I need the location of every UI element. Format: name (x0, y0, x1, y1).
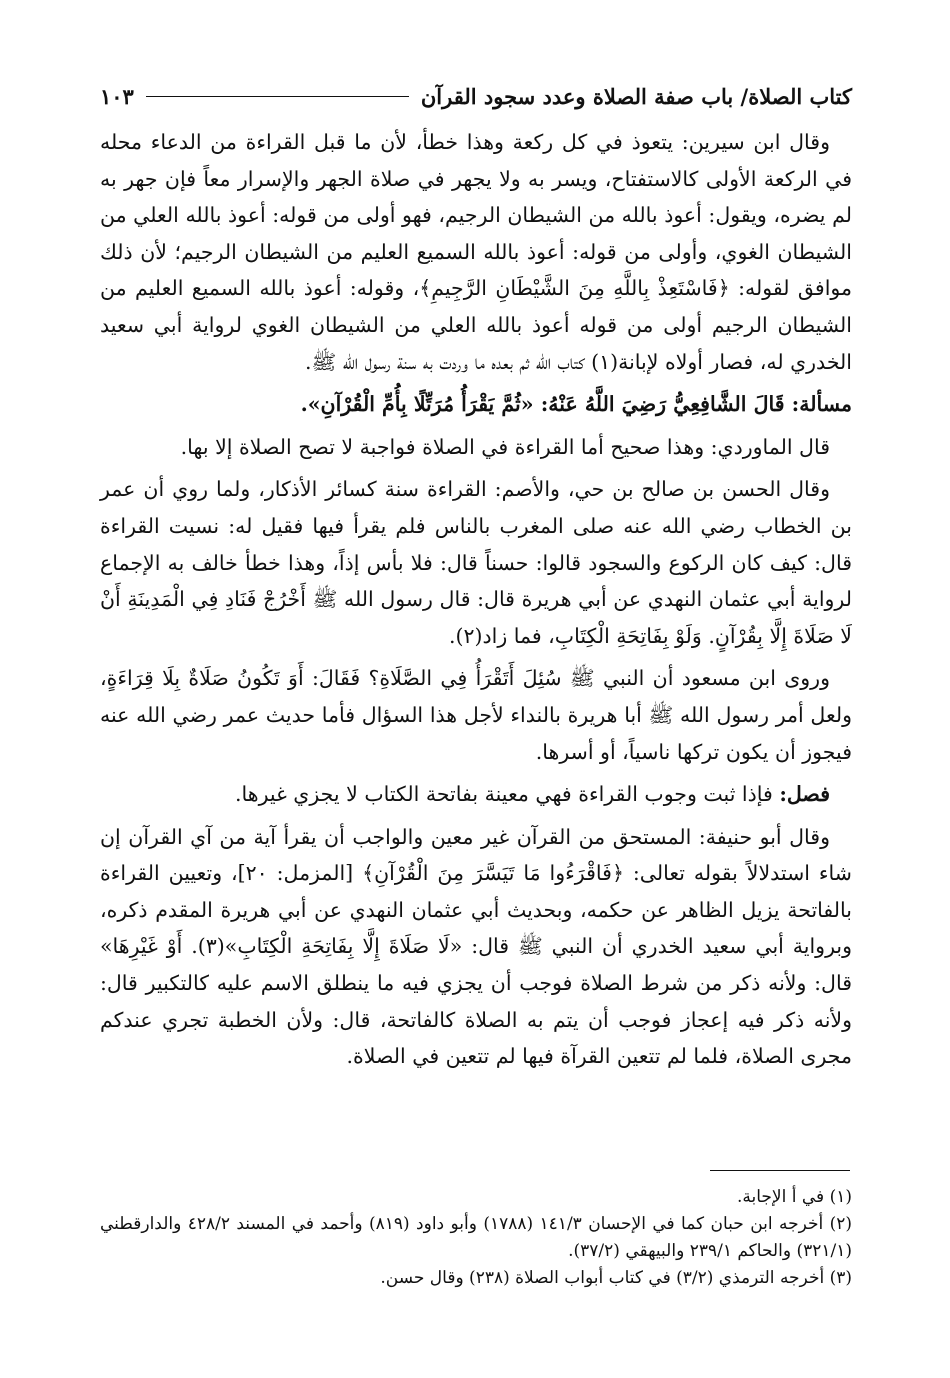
header-rule (146, 96, 409, 97)
main-text (100, 124, 852, 1075)
paragraph-mawardi: قال الماوردي: وهذا صحيح أما القراءة في الصلاة فواجبة لا تصح الصلاة إلا بها. (180, 434, 830, 459)
running-header (100, 78, 852, 114)
fasl-text: فإذا ثبت وجوب القراءة فهي معينة بفاتحة الكتاب لا يجزي غيرها. (235, 782, 780, 807)
paragraph-abu-hanifa: وقال أبو حنيفة: المستحق من القرآن غير معين والواجب أن يقرأ آية من آي القرآن إن شاء استدلالاً بقوله تعالى: ﴿فَاقْرَءُوا مَا تَيَسَّرَ مِنَ الْقُرْآنِ﴾ [المزمل: ٢٠]، وتعيين القراءة بالفاتحة يزيل الظاهر عن حكمه، وبحديث أبي عثمان النهدي عن أبي هريرة المقدم ذكره، وبرواية أبي سعيد الخدري أن النبي ﷺ قال: «لَا صَلَاةَ إِلَّا بِفَاتِحَةِ الْكِتَابِ»(٣). أَوْ غَيْرِهَا» قال: ولأنه ذكر من شرط الصلاة فوجب أن يجزي فيه ما ينطلق الاسم عليه كالتكبير قال: ولأنه ذكر فيه إعجاز فوجب أن يتم به الصلاة كالفاتحة، قال: ولأن الخطبة تجري عندكم مجرى الصلاة، فلما لم تتعين القرآة فيها لم تتعين في الصلاة. (100, 824, 852, 1069)
paragraph-fasl (100, 776, 852, 813)
chapter-title: كتاب الصلاة/ باب صفة الصلاة وعدد سجود القرآن (420, 83, 852, 109)
footnote-1: (١) في أ الإجابة. (736, 1187, 852, 1207)
paragraph-ibn-masud: وروى ابن مسعود أن النبي ﷺ سُئِلَ أَتَقْرَأُ فِي الصَّلَاةِ؟ فَقَالَ: أَوَ تَكُونُ صَلَاةٌ بِلَا قِرَاءَةٍ، ولعل أمر رسول الله ﷺ أبا هريرة بالنداء لأجل هذا السؤال فأما حديث عمر رضي الله عنه فيجوز أن يكون تركها ناسياً، أو أسرها. (100, 666, 852, 764)
masala-text: رَضِيَ اللَّهُ عَنْهُ: «ثُمَّ يَقْرَأُ مُرَتِّلًا بِأُمِّ الْقُرْآنِ». (300, 392, 674, 417)
masala-lead: مسألة: قَالَ الشَّافِعِيُّ (673, 392, 852, 417)
paragraph-masala (100, 386, 852, 423)
footnote-separator (710, 1170, 850, 1171)
fasl-lead: فصل: (779, 782, 830, 807)
paragraph-ibn-sirin: وقال ابن سيرين: يتعوذ في كل ركعة وهذا خطأ، لأن ما قبل القراءة من الدعاء محله في الركعة الأولى كالاستفتاح، ويسر به ولا يجهر في صلاة الجهر والإسرار معاً فإن جهر به لم يضره، ويقول: أعوذ بالله من الشيطان الرجيم، فهو أولى من قوله: أعوذ بالله العلي من الشيطان الغوي، وأولى من قوله: أعوذ بالله السميع العليم من الشيطان الرجيم؛ لأن ذلك موافق لقوله: ﴿فَاسْتَعِذْ بِاللَّهِ مِنَ الشَّيْطَانِ الرَّجِيمِ﴾، وقوله: أعوذ بالله السميع العليم من الشيطان الرجيم أولى من قوله أعوذ بالله العلي من الشيطان الغوي لرواية أبي سعيد الخدري له، فصار أولاه لإبانة(١) كتاب الله ثم بعده ما وردت به سنة رسول الله ﷺ. (100, 130, 852, 374)
footnote-3: (٣) أخرجه الترمذي (٣/٢) في كتاب أبواب الصلاة (٢٣٨) وقال حسن. (380, 1268, 852, 1288)
footnote-2: (٢) أخرجه ابن حبان كما في الإحسان ١٤١/٣ (١٧٨٨) وأبو داود (٨١٩) وأحمد في المسند ٤٢٨/٢ والدارقطني (٣٢١/١) والحاكم ٢٣٩/١ والبيهقي (٣٧/٢). (100, 1214, 853, 1261)
footnotes (100, 1184, 852, 1292)
paragraph-hasan: وقال الحسن بن صالح بن حي، والأصم: القراءة سنة كسائر الأذكار، ولما روي أن عمر بن الخطاب رضي الله عنه صلى المغرب بالناس فلم يقرأ فيها فقيل له: نسيت القراءة قال: كيف كان الركوع والسجود قالوا: حسناً قال: فلا بأس إذاً، وهذا خطأ خالف به الإجماع لرواية أبي عثمان النهدي عن أبي هريرة قال: قال رسول الله ﷺ أَخْرُجْ فَنَادِ فِي الْمَدِينَةِ أَنْ لَا صَلَاةَ إِلَّا بِقُرْآنٍ. وَلَوْ بِفَاتِحَةِ الْكِتَابِ، فما زاد(٢). (100, 477, 852, 648)
page-number: ١٠٣ (100, 83, 134, 109)
